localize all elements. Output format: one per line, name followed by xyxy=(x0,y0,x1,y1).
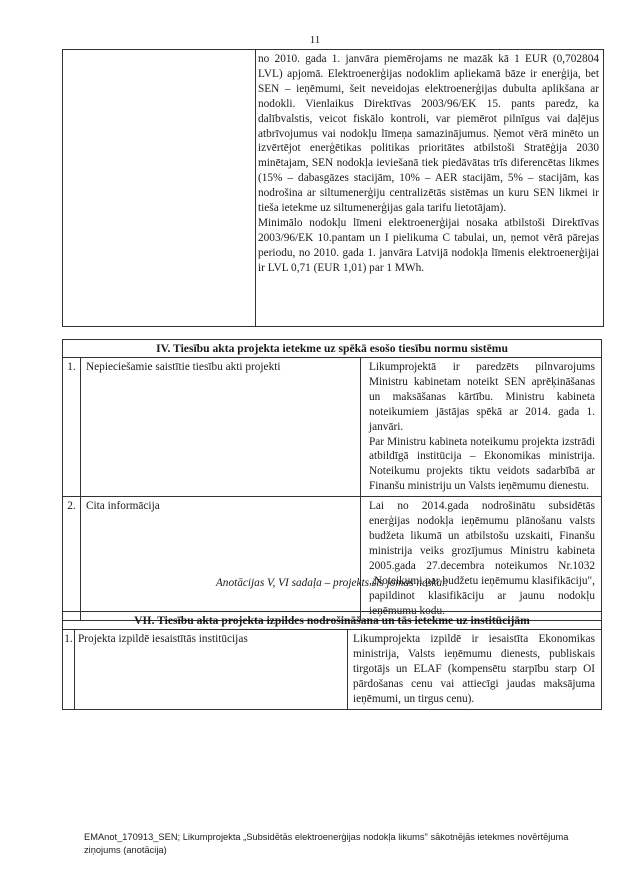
row-label: Projekta izpildē iesaistītās institūcijas xyxy=(76,630,348,709)
section-iv-title: IV. Tiesību akta projekta ietekme uz spēkā esošo tiesību normu sistēmu xyxy=(63,340,601,358)
section-vii-table xyxy=(62,611,602,710)
table-row xyxy=(63,497,601,620)
paragraph-sen-rates: no 2010. gada 1. janvāra piemērojams ne mazāk kā 1 EUR (0,702804 LVL) apjomā. Elektroenerģijas nodoklim apliekamā bāze ir enerģija, bet SEN – ieņēmumi, šeit neveidojas elektroenerģijas dubulta aplikšana ar nodokli. Vienlaikus Direktīvas 2003/96/EK 15. pants paredz, ka dalībvalstis, veicot fiskālo kontroli, var piemērot pilnīgus vai daļējus atbrīvojumus vai nodokļu līmeņa samazinājumus. Ņemot vērā minēto un izvērtējot enerģētikas politikas prioritātes atbilstoši Stratēģija 2030 minētajam, SEN nodokļa ieviešanā tiek piedāvātas trīs diferencētas likmes (15% – dabasgāzes stacijām, 10% – AER stacijām, 5% – stacijām, kas nodrošina ar siltumenerģiju centralizētās sistēmas un kuru SEN likmei ir tieša ietekme uz siltumenerģijas gala tarifu lietotājam). xyxy=(258,53,599,215)
row-paragraph: Likumprojektā ir paredzēts pilnvarojums Ministru kabinetam noteikt SEN aprēķināšanas un maksāšanas kārtību. Ministru kabineta noteikumiem jāstājas spēkā ar 2014. gada 1. janvāri. xyxy=(369,361,595,433)
row-label: Cita informācija xyxy=(82,497,361,620)
continued-table xyxy=(62,49,604,327)
row-number: 1. xyxy=(63,630,75,709)
row-label: Nepieciešamie saistītie tiesību akti projekti xyxy=(82,358,361,496)
row-paragraph: Lai no 2014.gada nodrošinātu subsidētās enerģijas nodokļa ieņēmumu plānošanu valsts budžeta likumā un atbilstošu uzskaiti, Finanšu ministrija veiks grozījumus Ministru kabineta 2005.gada 27.decembra noteikumos Nr.1032 „Noteikumi par budžetu ieņēmumu klasifikāciju", papildinot klasifikāciju ar jaunu nodokļu ieņēmumu kodu. xyxy=(369,500,595,617)
row-paragraph: Likumprojekta izpildē ir iesaistīta Ekonomikas ministrija, Valsts ieņēmumu dienests, publiskais tirgotājs un ELAF (kompensētu starpību starp OI pārdošanas cenu vai attiecīgi jaudas maksājuma ieņēmumi, un tirgus cenu). xyxy=(353,633,595,705)
section-vii-title: VII. Tiesību akta projekta izpildes nodrošināšana un tās ietekme uz institūcijām xyxy=(63,612,601,630)
row-number: 1. xyxy=(63,358,81,496)
footer-text: EMAnot_170913_SEN; Likumprojekta „Subsidētās elektroenerģijas nodokļa likums" sākotnējās ietekmes novērtējuma ziņojums (anotācija) xyxy=(84,832,569,855)
table-row xyxy=(63,358,601,497)
continued-table-text-cell xyxy=(258,52,599,276)
paragraph-minimum-tax: Minimālo nodokļu līmeni elektroenerģijai nosaka atbilstoši Direktīvas 2003/96/EK 10.pantam un I pielikuma C tabulai, un, ņemot vērā pārejas periodu, no 2010. gada 1. janvāra Latvijā nodokļa līmenis elektroenerģijai ir LVL 0,71 (EUR 1,01) par 1 MWh. xyxy=(258,216,599,274)
page-number: 11 xyxy=(309,34,321,46)
annotation-note: Anotācijas V, VI sadaļa – projekts šīs jomas neskar. xyxy=(215,577,449,589)
continued-table-label-cell xyxy=(63,50,256,326)
row-content xyxy=(369,358,601,496)
row-content xyxy=(369,497,601,620)
row-content xyxy=(353,630,601,709)
row-paragraph: Par Ministru kabineta noteikumu projekta izstrādi atbildīgā institūcija – Ekonomikas ministrija. Noteikumu projekts tiktu veidots sadarbībā ar Finanšu ministriju un Valsts ieņēmumu dienestu. xyxy=(369,435,595,493)
table-row xyxy=(63,630,601,709)
row-number: 2. xyxy=(63,497,81,620)
